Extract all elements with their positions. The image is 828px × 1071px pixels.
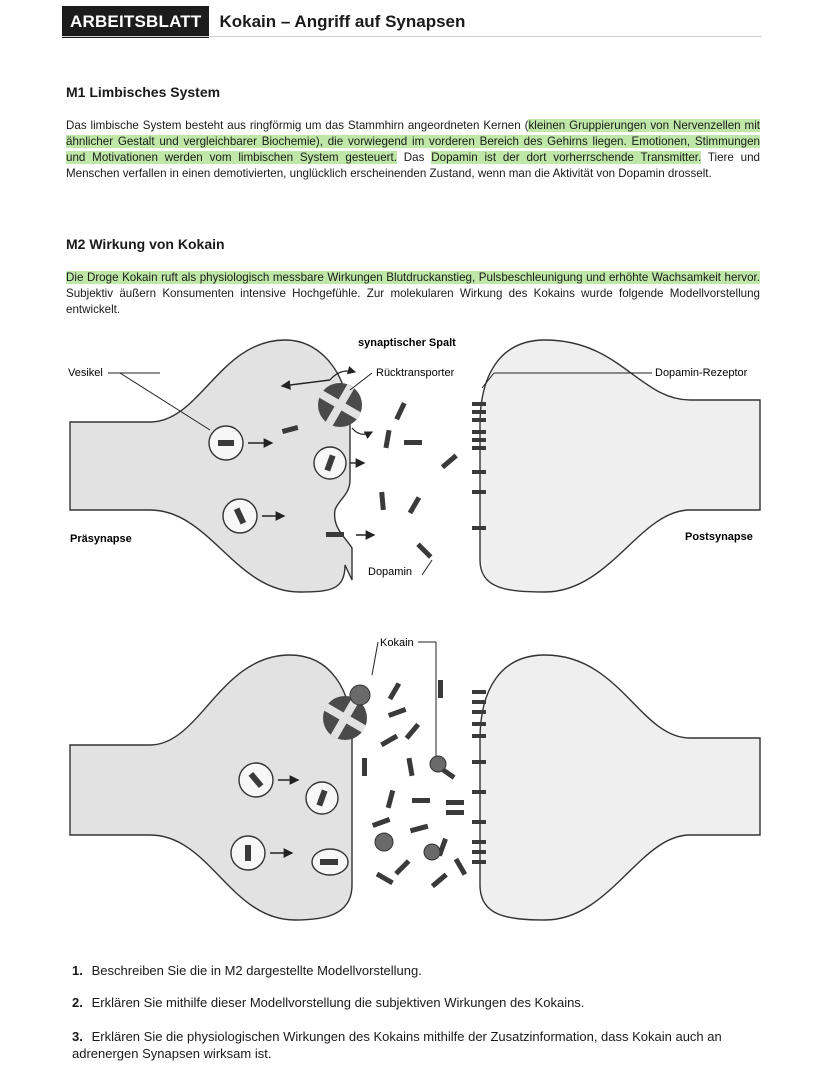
synapse-diagram <box>0 330 828 950</box>
label-postsynapse: Postsynapse <box>685 531 753 543</box>
label-reuptake-transporter: Rücktransporter <box>376 367 455 379</box>
label-dopamine: Dopamin <box>368 566 413 578</box>
label-vesicle: Vesikel <box>68 367 103 379</box>
dopamine-molecule <box>245 845 251 861</box>
worksheet-title: Kokain – Angriff auf Synapsen <box>219 12 466 31</box>
label-presynapse: Präsynapse <box>70 533 132 545</box>
dopamine-molecule <box>320 859 338 865</box>
bottom-synapse <box>70 637 760 920</box>
top-synapse <box>68 337 760 592</box>
m1-paragraph <box>66 118 760 182</box>
dopamine-molecule <box>218 440 234 446</box>
worksheet-tag: ARBEITSBLATT <box>62 6 209 38</box>
m1-text-a: Das limbische System besteht aus ringförmig um das Stammhirn angeordneten Kernen ( <box>66 119 529 132</box>
m1-heading: M1 Limbisches System <box>66 84 221 100</box>
dopamine-accumulated <box>362 680 467 888</box>
label-dopamine-receptor: Dopamin-Rezeptor <box>655 367 748 379</box>
label-cocaine: Kokain <box>380 637 414 649</box>
m1-highlight-1: kleinen Gruppierungen von Nervenzellen mit ähnlicher Gestalt und vergleichbarer Biochemie), die vorwiegend im vorderen Bereich des Gehirns liegen. Emotionen, Stimmungen und Motivationen werden vom limbischen System gesteuert. <box>66 119 760 164</box>
label-synaptic-cleft: synaptischer Spalt <box>358 337 456 349</box>
task-2: 2. Erklären Sie mithilfe dieser Modellvorstellung die subjektiven Wirkungen des Kokains. <box>72 995 585 1010</box>
task-1: 1. Beschreiben Sie die in M2 dargestellte Modellvorstellung. <box>72 963 422 978</box>
cocaine-molecule <box>350 685 370 705</box>
presynapse-top <box>70 340 352 592</box>
m1-text-b: Das <box>396 151 432 164</box>
m2-text-rest: Subjektiv äußern Konsumenten intensive Hochgefühle. Zur molekularen Wirkung des Kokains wurde folgende Modellvorstellung entwickelt. <box>66 287 760 316</box>
m1-highlight-2: Dopamin ist der dort vorherrschende Transmitter. <box>431 151 702 164</box>
worksheet-header <box>62 6 465 38</box>
postsynapse-bottom <box>480 655 760 920</box>
task-3: 3. Erklären Sie die physiologischen Wirkungen des Kokains mithilfe der Zusatzinformation, dass Kokain auch an adrenergen Synapsen wirksam ist. <box>72 1029 722 1061</box>
m2-paragraph <box>66 270 760 318</box>
m2-heading: M2 Wirkung von Kokain <box>66 236 225 252</box>
m2-highlight: Die Droge Kokain ruft als physiologisch messbare Wirkungen Blutdruckanstieg, Pulsbeschleunigung und erhöhte Wachsamkeit hervor. <box>66 271 760 284</box>
m1-text-c: Tiere und Menschen verfallen in einen demotivierten, unglücklich erscheinenden Zustand, wenn man die Aktivität von Dopamin drosselt. <box>66 151 761 180</box>
header-divider <box>62 36 762 37</box>
